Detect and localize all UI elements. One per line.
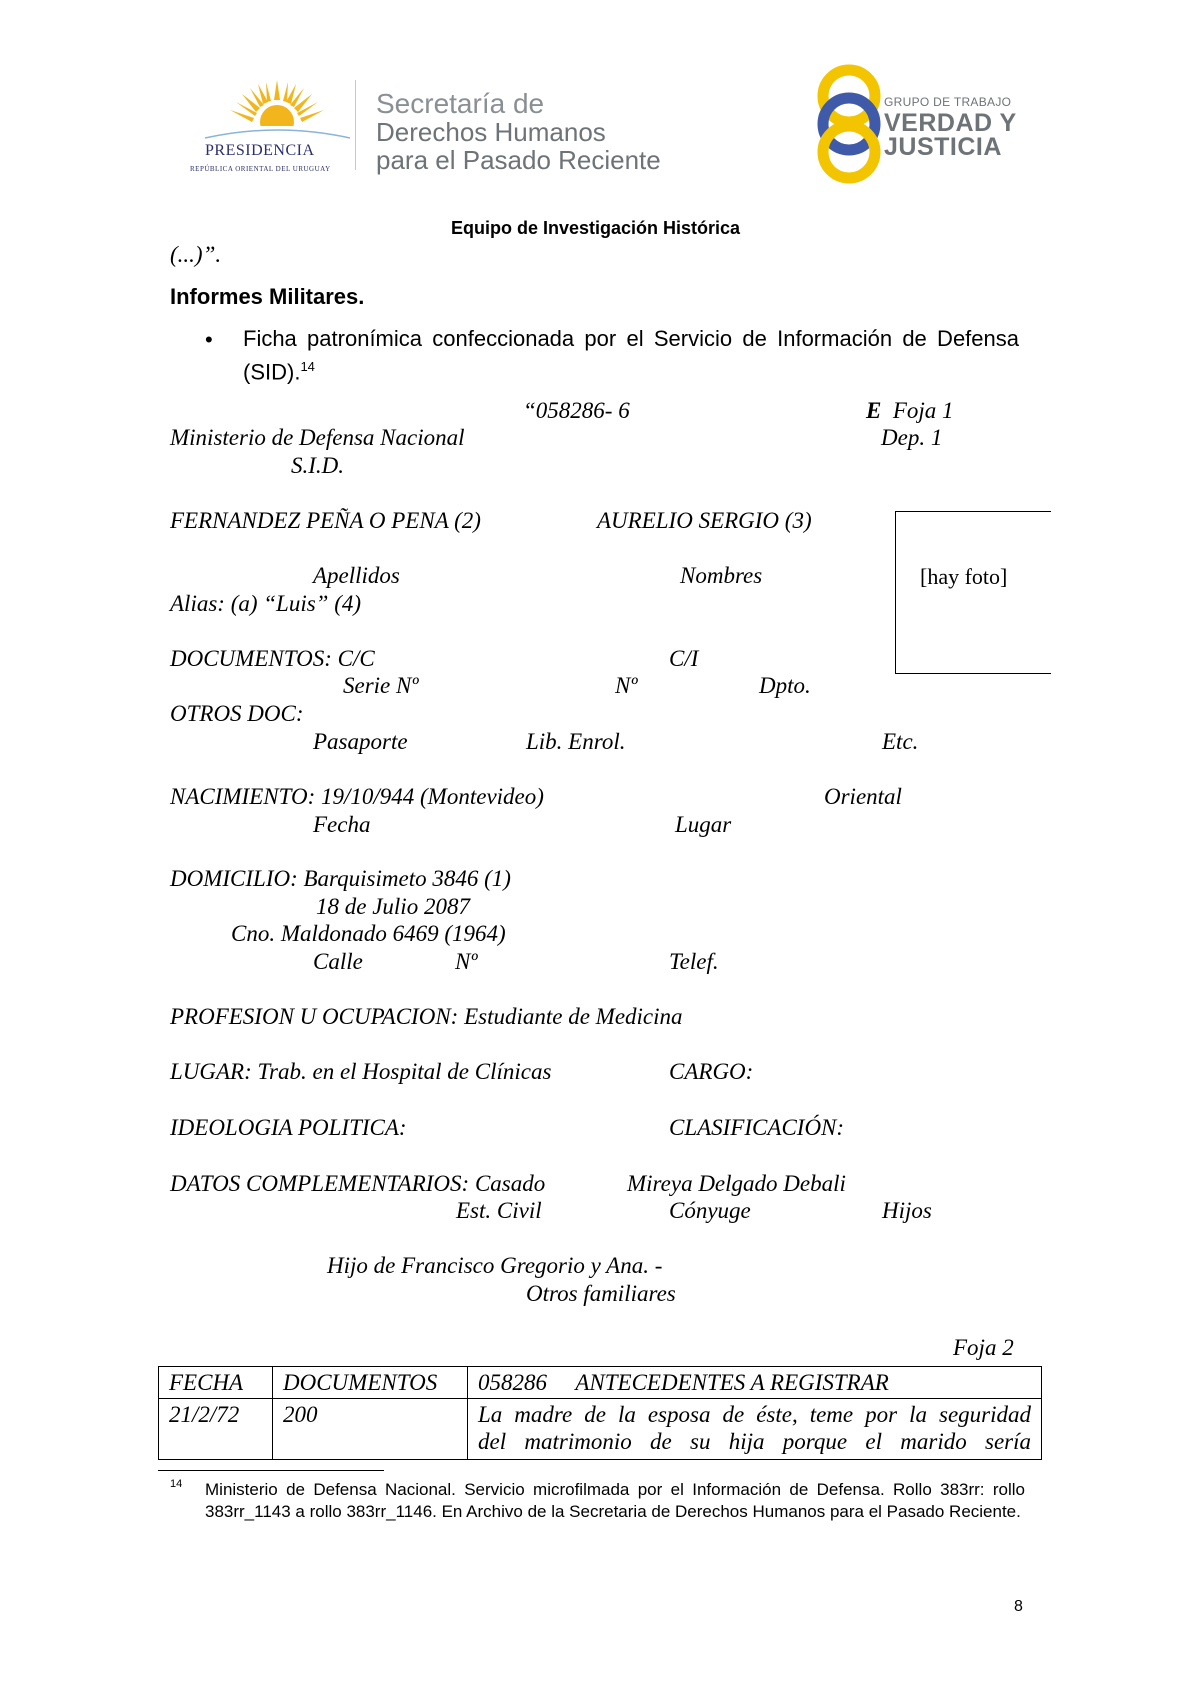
est-civil-label: Est. Civil: [456, 1198, 542, 1223]
foja-2: Foja 2: [953, 1335, 1014, 1360]
nacionalidad: Oriental: [824, 784, 902, 809]
profesion: PROFESION U OCUPACION: Estudiante de Medicina: [170, 1004, 683, 1029]
secretaria-line3: para el Pasado Reciente: [376, 145, 661, 175]
secretaria-logo-text: [376, 90, 661, 174]
lugar-trabajo: LUGAR: Trab. en el Hospital de Clínicas: [170, 1059, 552, 1084]
bullet-text: [243, 325, 1019, 386]
cargo-label: CARGO:: [669, 1059, 754, 1084]
clasificacion: CLASIFICACIÓN:: [669, 1115, 845, 1140]
nombres-label: Nombres: [680, 563, 763, 588]
team-title: Equipo de Investigación Histórica: [450, 218, 741, 238]
table-row: [159, 1399, 1042, 1460]
table-header-fecha: FECHA: [159, 1367, 273, 1399]
hijos-label: Hijos: [882, 1198, 932, 1223]
domicilio: DOMICILIO: Barquisimeto 3846 (1): [170, 866, 511, 891]
footnote-mark: 14: [170, 1478, 183, 1490]
quote-end: (...)”.: [170, 242, 222, 267]
section-title: Informes Militares.: [170, 284, 365, 309]
footnote-ref: 14: [300, 359, 315, 374]
otros-doc: OTROS DOC:: [170, 701, 304, 726]
fecha-label: Fecha: [313, 812, 371, 837]
hijo-de: Hijo de Francisco Gregorio y Ana. -: [327, 1253, 663, 1278]
numero-label: Nº: [615, 673, 638, 698]
lugar-label: Lugar: [675, 812, 732, 837]
ideologia-politica: IDEOLOGIA POLITICA:: [170, 1115, 407, 1140]
sid-label: S.I.D.: [291, 453, 345, 478]
otros-familiares-label: Otros familiares: [526, 1281, 676, 1306]
domicilio-3: Cno. Maldonado 6469 (1964): [231, 921, 506, 946]
etc-label: Etc.: [882, 729, 919, 754]
footnote-separator: [158, 1470, 384, 1471]
table-cell-fecha: 21/2/72: [159, 1399, 273, 1460]
secretaria-line1: Secretaría de: [376, 88, 545, 119]
antecedente-line-2: del matrimonio de su hija porque el marido sería: [478, 1429, 1031, 1454]
lib-enrol-label: Lib. Enrol.: [526, 729, 626, 754]
antecedentes-table: [158, 1366, 1042, 1460]
verdad-justicia-rings-logo: [812, 62, 892, 187]
grupo-small-text: GRUPO DE TRABAJO: [884, 95, 1012, 109]
nombres-value: AURELIO SERGIO (3): [597, 508, 812, 533]
calle-label: Calle: [313, 949, 363, 974]
foja-1: [866, 398, 954, 424]
presidencia-text: PRESIDENCIA: [205, 142, 315, 159]
telef-label: Telef.: [669, 949, 719, 974]
apellidos-value: FERNANDEZ PEÑA O PENA (2): [170, 508, 481, 533]
ficha-code: “058286- 6: [523, 398, 630, 423]
foja-1-label: Foja 1: [892, 398, 954, 423]
foja-letter: E: [866, 398, 882, 423]
ci-label: C/I: [669, 646, 699, 671]
numero-label-2: Nº: [455, 949, 478, 974]
page-number: 8: [1014, 1598, 1023, 1615]
table-cell-antecedente: [468, 1399, 1042, 1460]
table-header-row: [159, 1367, 1042, 1399]
antecedente-line-1: La madre de la esposa de éste, teme por la seguridad: [478, 1402, 1031, 1427]
nacimiento: NACIMIENTO: 19/10/944 (Montevideo): [170, 784, 544, 809]
dpto-label: Dpto.: [759, 673, 811, 698]
grupo-line1: VERDAD Y: [884, 109, 1017, 137]
pasaporte-label: Pasaporte: [313, 729, 408, 754]
bullet-point: •: [205, 327, 213, 352]
secretaria-line2: Derechos Humanos: [376, 117, 606, 147]
table-header-documentos: DOCUMENTOS: [273, 1367, 468, 1399]
alias: Alias: (a) “Luis” (4): [170, 591, 362, 616]
documentos: DOCUMENTOS: C/C: [170, 646, 375, 671]
datos-complementarios: DATOS COMPLEMENTARIOS: Casado: [170, 1171, 546, 1196]
table-header-antecedentes: 058286 ANTECEDENTES A REGISTRAR: [468, 1367, 1042, 1399]
ministerio: Ministerio de Defensa Nacional: [170, 425, 465, 450]
table-cell-documento: 200: [273, 1399, 468, 1460]
conyuge-label: Cónyuge: [669, 1198, 751, 1223]
presidencia-sun-logo: [200, 78, 355, 140]
domicilio-2: 18 de Julio 2087: [316, 894, 470, 919]
footnote-text: Ministerio de Defensa Nacional. Servicio microfilmada por el Información de Defensa. Rollo 383rr: rollo 383rr_1143 a rollo 383rr_1146. En Archivo de la Secretaria de Derechos Humanos para el Pasado Reciente.: [205, 1480, 1025, 1521]
presidencia-subtitle: REPÚBLICA ORIENTAL DEL URUGUAY: [190, 165, 331, 173]
grupo-line2: JUSTICIA: [884, 133, 1002, 161]
photo-placeholder: [hay foto]: [920, 564, 1008, 589]
header-divider: [355, 80, 356, 170]
photo-box: [895, 511, 1051, 674]
apellidos-label: Apellidos: [313, 563, 400, 588]
conyuge-value: Mireya Delgado Debali: [627, 1171, 846, 1196]
serie-label: Serie Nº: [343, 673, 419, 698]
dep-1: Dep. 1: [881, 425, 943, 450]
bullet-text-content: Ficha patronímica confeccionada por el Servicio de Información de Defensa (SID).: [243, 326, 1019, 385]
